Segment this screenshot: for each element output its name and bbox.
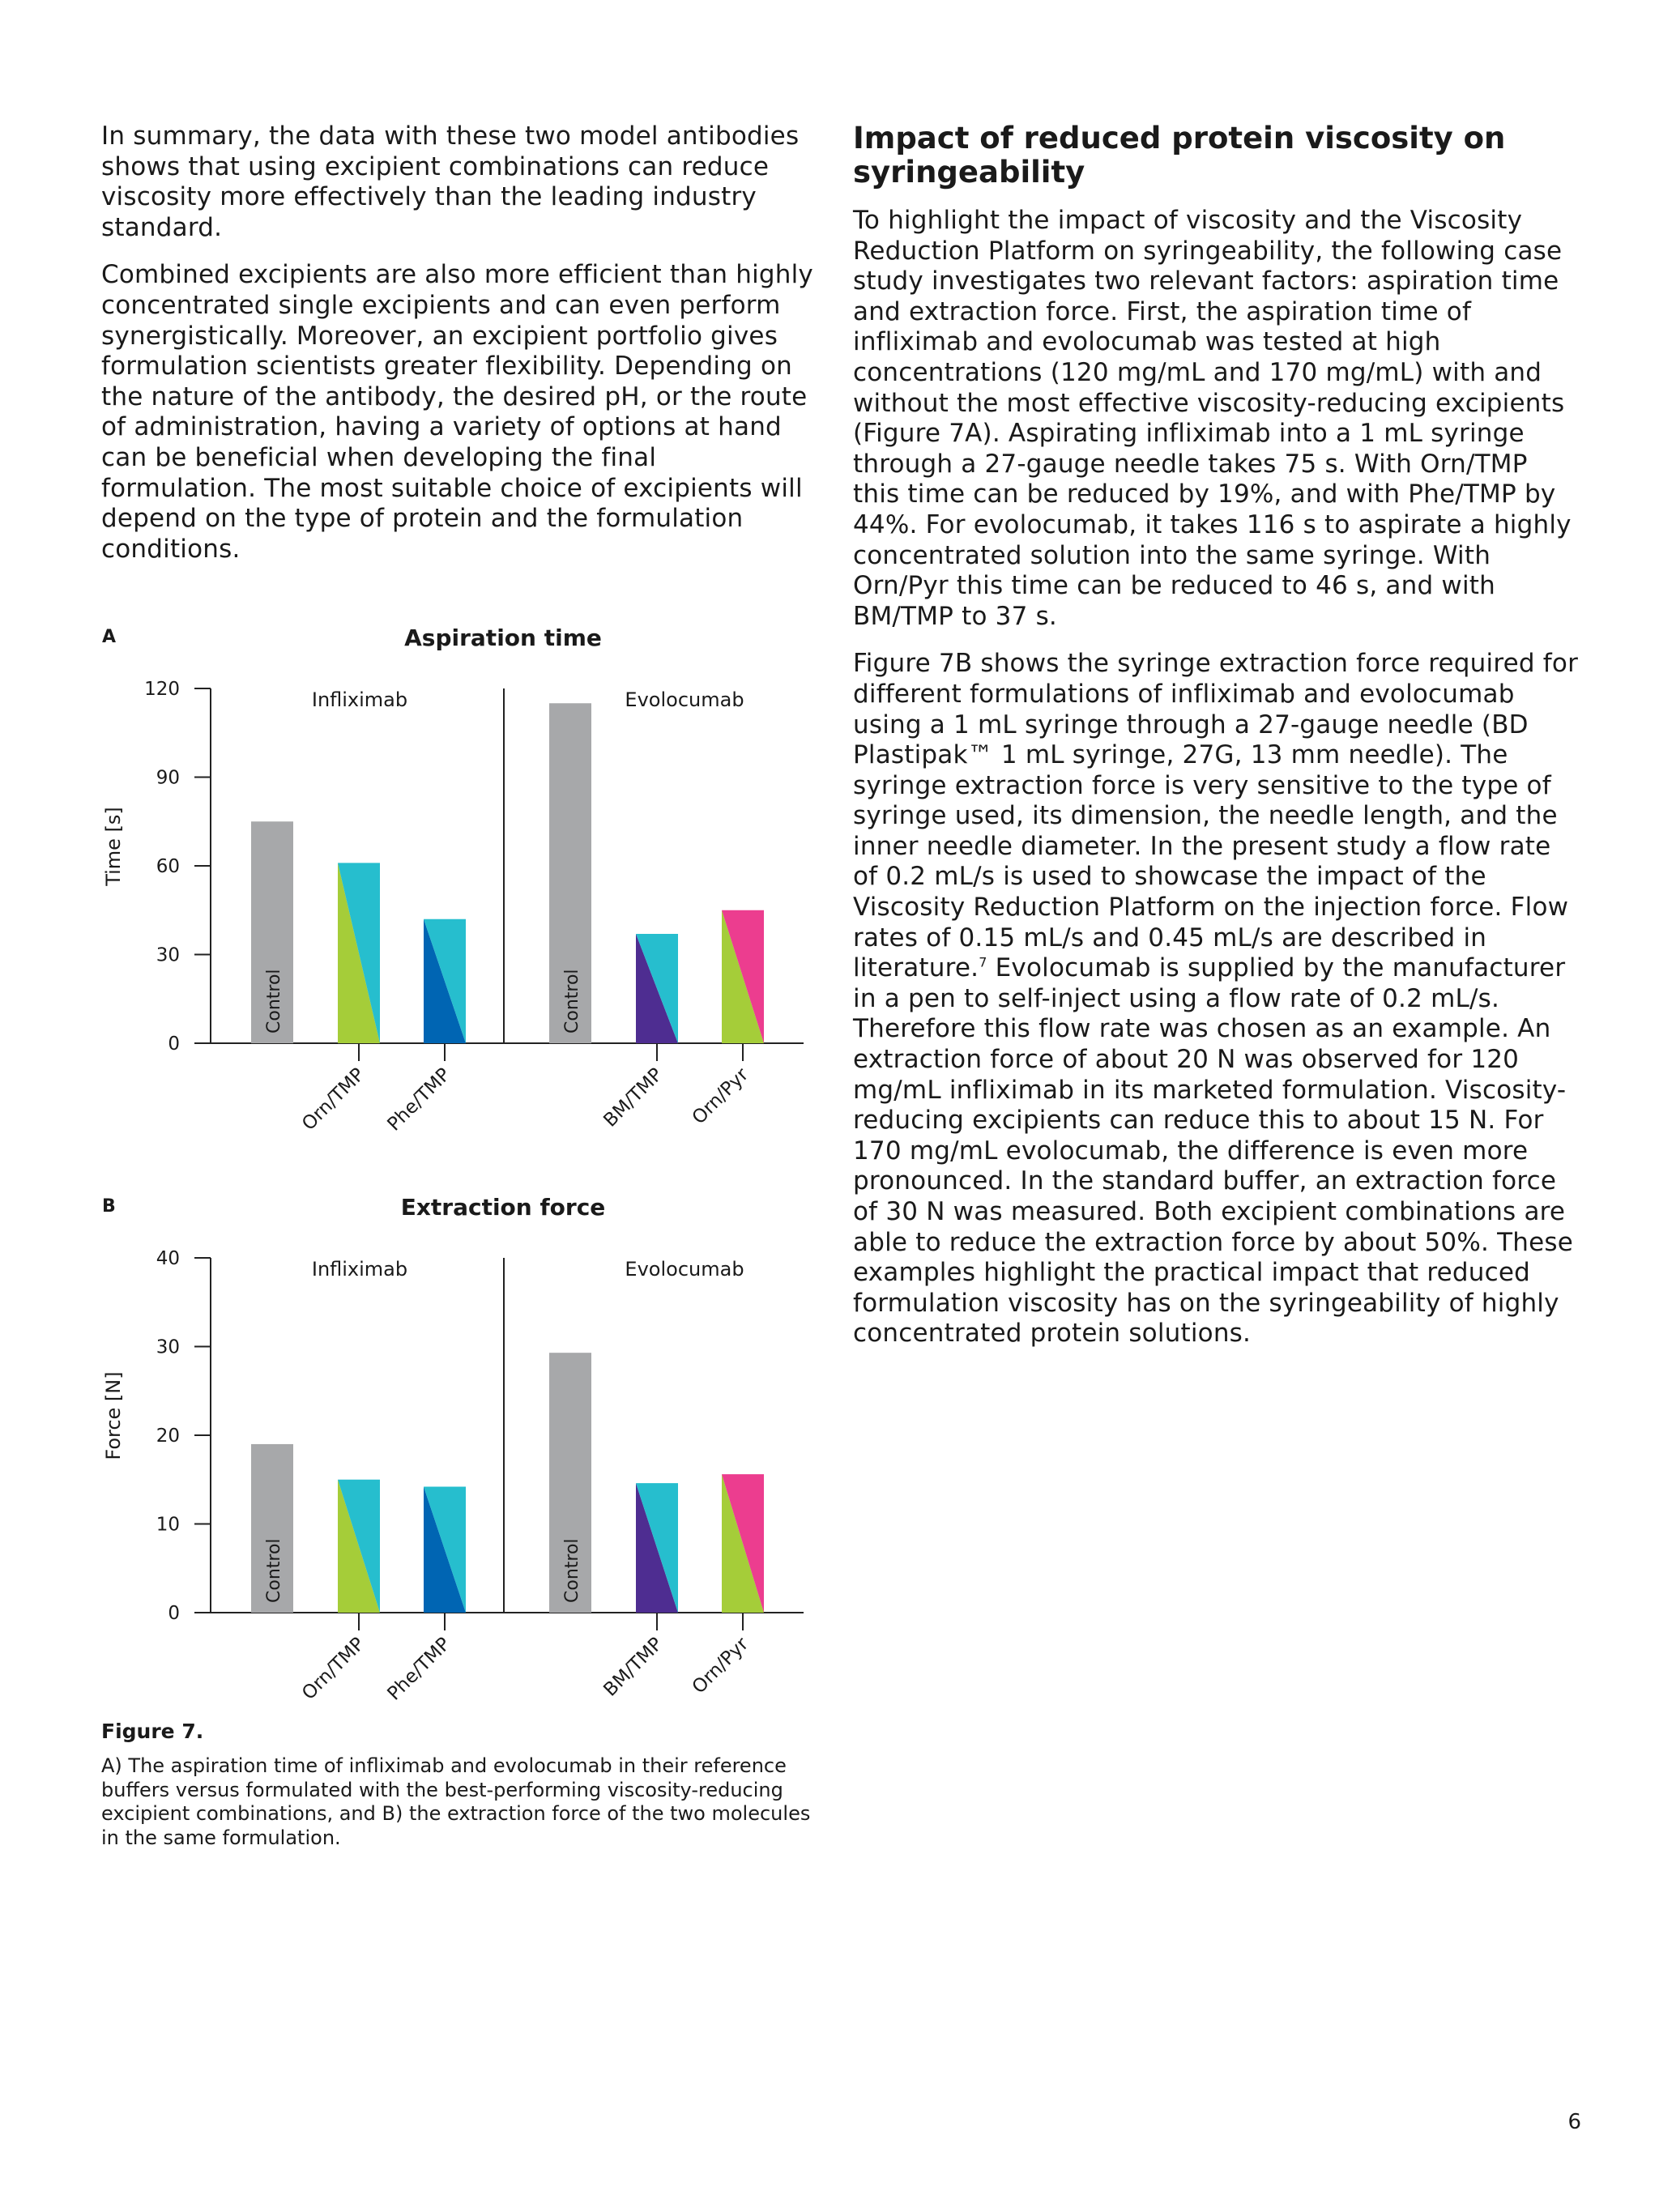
caption-text: A) The aspiration time of infliximab and evolocumab in their reference buffers versus formulated with the best-performing viscosity-reducing excipient combinations, and B) the extraction force of the two molecules in the same formulation. (101, 1754, 811, 1849)
x-tick-label-phe-tmp: Phe/TMP (383, 1063, 455, 1136)
group-label-evolocumab: Evolocumab (625, 1258, 744, 1281)
y-tick-label: 30 (156, 944, 180, 966)
summary-paragraph: In summary, the data with these two model antibodies shows that using excipient combinations can reduce viscosity more effectively than the leading industry standard. (101, 121, 800, 242)
y-tick-label: 90 (156, 767, 180, 789)
page-number: 6 (1567, 2110, 1581, 2134)
bar-label-control: Control (264, 969, 284, 1034)
bar-label-control: Control (562, 969, 582, 1034)
x-tick-label-orn-tmp: Orn/TMP (298, 1063, 369, 1136)
x-tick-label-bm-tmp: BM/TMP (599, 1063, 667, 1132)
y-axis-label: Time [s] (102, 807, 125, 886)
x-tick-label-orn-tmp: Orn/TMP (298, 1633, 369, 1705)
right-column (853, 121, 1582, 1366)
bar-label-control: Control (562, 1538, 582, 1603)
group-label-infliximab: Infliximab (311, 1258, 408, 1281)
y-tick-label: 60 (156, 856, 180, 877)
x-tick-label-orn-pyr: Orn/Pyr (688, 1633, 753, 1698)
y-tick-label: 0 (168, 1603, 180, 1624)
extraction-text-1: Figure 7B shows the syringe extraction force required for different formulations of infliximab and evolocumab using a 1 mL syringe through a 27-gauge needle (BD Plastipak™ 1 mL syringe, 27G, 13 mm needle). The syringe extraction force is very sensitive to the type of syringe used, its dimension, the needle length, and the inner needle diameter. In the present study a flow rate of 0.2 mL/s is used to showcase the impact of the Viscosity Reduction Platform on the injection force. Flow rates of 0.15 mL/s and 0.45 mL/s are described in literature. (853, 649, 1579, 983)
y-tick-label: 10 (156, 1514, 180, 1536)
figure-caption (101, 1720, 814, 1850)
group-label-infliximab: Infliximab (311, 688, 408, 711)
extraction-text-2: Evolocumab is supplied by the manufacturer in a pen to self-inject using a flow rate of 0.2 mL/s. Therefore this flow rate was chosen as an example. An extraction force of about 20 N was observed for 120 mg/mL infliximab in its marketed formulation. Viscosity-reducing excipients can reduce this to about 15 N. For 170 mg/mL evolocumab, the difference is even more pronounced. In the standard buffer, an extraction force of 30 N was measured. Both excipient combinations are able to reduce the extraction force by about 50%. These examples highlight the practical impact that reduced formulation viscosity has on the syringeability of highly concentrated protein solutions. (853, 953, 1573, 1349)
y-tick-label: 20 (156, 1426, 180, 1447)
bar-label-control: Control (264, 1538, 284, 1603)
group-label-evolocumab: Evolocumab (625, 688, 744, 711)
caption-title: Figure 7. (101, 1720, 204, 1743)
excipients-paragraph: Combined excipients are also more efficient than highly concentrated single excipients and can even perform synergistically. Moreover, an excipient portfolio gives formulation scientists greater flexibility. Depending on the nature of the antibody, the desired pH, or the route of administration, having a variety of options at hand can be beneficial when developing the final formulation. The most suitable choice of excipients will depend on the type of protein and the formulation conditions. (101, 260, 813, 564)
figure-7-charts (89, 616, 818, 1705)
y-tick-label: 30 (156, 1336, 180, 1358)
figure-7 (89, 616, 818, 1705)
x-tick-label-orn-pyr: Orn/Pyr (688, 1063, 753, 1129)
aspiration-paragraph: To highlight the impact of viscosity and the Viscosity Reduction Platform on syringeability, the following case study investigates two relevant factors: aspiration time and extraction force. First, the aspiration time of infliximab and evolocumab was tested at high concentrations (120 mg/mL and 170 mg/mL) with and without the most effective viscosity-reducing excipients (Figure 7A). Aspirating infliximab into a 1 mL syringe through a 27-gauge needle takes 75 s. With Orn/TMP this time can be reduced by 19%, and with Phe/TMP by 44%. For evolocumab, it takes 116 s to aspirate a highly concentrated solution into the same syringe. With Orn/Pyr this time can be reduced to 46 s, and with BM/TMP to 37 s. (853, 206, 1572, 631)
y-tick-label: 120 (144, 679, 180, 700)
chart-title: Aspiration time (404, 624, 602, 651)
x-tick-label-bm-tmp: BM/TMP (599, 1633, 667, 1701)
chart-title: Extraction force (400, 1194, 606, 1221)
panel-label-A: A (102, 627, 117, 647)
y-axis-label: Force [N] (102, 1371, 125, 1460)
reference-marker: 7 (979, 954, 987, 970)
y-tick-label: 40 (156, 1248, 180, 1269)
panel-label-B: B (102, 1196, 116, 1217)
extraction-paragraph (853, 649, 1582, 1349)
y-tick-label: 0 (168, 1034, 180, 1055)
section-heading: Impact of reduced protein viscosity on syringeability (853, 121, 1506, 190)
x-tick-label-phe-tmp: Phe/TMP (383, 1633, 455, 1705)
left-column (101, 121, 814, 582)
